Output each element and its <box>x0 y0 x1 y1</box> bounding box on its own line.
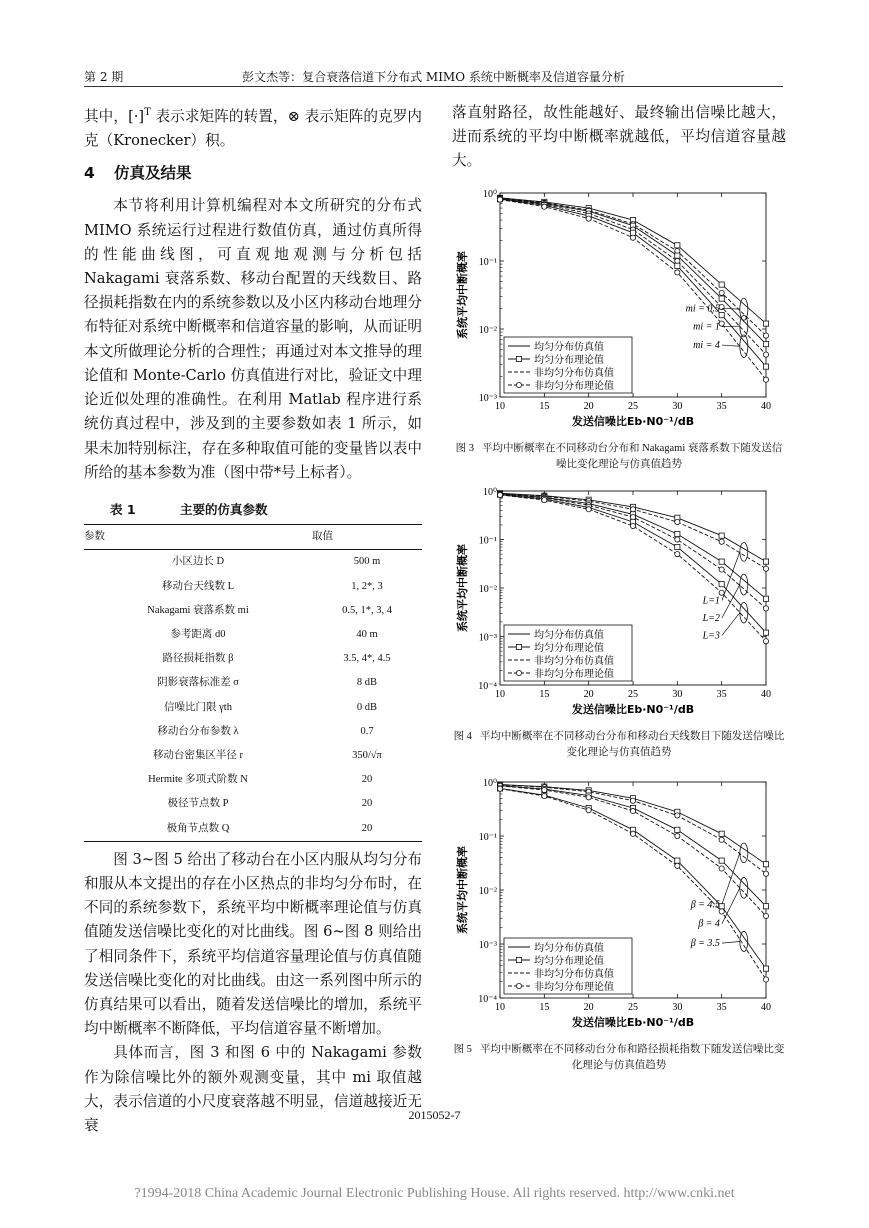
y-tick-label: 10⁻¹ <box>478 832 497 843</box>
data-point-circle <box>719 837 724 842</box>
x-tick-label: 15 <box>539 401 550 412</box>
table-row <box>84 720 422 744</box>
param-value-cell: 0.7 <box>360 725 374 737</box>
parameter-table <box>84 524 422 842</box>
y-tick-label: 10⁻³ <box>478 632 497 644</box>
x-tick-label: 10 <box>495 689 505 700</box>
x-tick-label: 20 <box>583 689 594 700</box>
x-tick-label: 35 <box>716 1002 727 1013</box>
param-value-cell: 8 dB <box>356 677 378 689</box>
param-name-cell: Hermite 多项式阶数 N <box>148 774 248 786</box>
data-point-circle <box>630 831 635 836</box>
y-tick-label: 10⁻⁴ <box>478 994 497 1005</box>
y-axis-label: 系统平均中断概率 <box>456 544 469 632</box>
table-row <box>84 599 422 623</box>
param-value-cell: 20 <box>361 774 373 786</box>
param-value-cell: 3.5, 4*, 4.5 <box>343 653 391 665</box>
series-group-ellipse <box>740 298 748 320</box>
data-point-circle <box>763 606 768 611</box>
data-point-circle <box>719 567 724 572</box>
y-tick-label: 10⁻¹ <box>478 535 497 547</box>
data-point-square <box>675 827 680 832</box>
data-point-circle <box>763 377 768 382</box>
data-point-circle <box>719 290 724 295</box>
param-name-cell: 移动台分布参数 λ <box>157 725 239 737</box>
annotation-label: mi = 4 <box>693 340 720 352</box>
data-point-circle <box>630 798 635 803</box>
data-point-circle <box>630 808 635 813</box>
figure-4-number: 图 4 <box>453 731 472 742</box>
section-number: 4 <box>84 164 95 183</box>
data-point-square <box>675 243 680 248</box>
annotation-label: β = 4 <box>698 918 720 930</box>
param-value-cell: 350/√π <box>352 749 382 761</box>
data-point-square <box>719 582 724 587</box>
data-point-square <box>763 364 768 369</box>
x-axis-label: 发送信噪比Eb·N0⁻¹/dB <box>571 1016 695 1029</box>
figure-3-caption <box>452 441 786 473</box>
data-point-square <box>719 282 724 287</box>
x-tick-label: 40 <box>761 689 771 700</box>
table-title: 主要的仿真参数 <box>180 501 268 517</box>
legend-marker-square <box>516 957 521 962</box>
table-row <box>84 550 422 575</box>
legend-marker-square <box>516 644 521 649</box>
data-point-circle <box>675 863 680 868</box>
legend-entry: 非均匀分布理论值 <box>534 982 614 993</box>
legend-entry: 非均匀分布理论值 <box>534 669 614 680</box>
data-point-square <box>719 533 724 538</box>
data-point-circle <box>719 590 724 595</box>
data-point-circle <box>630 514 635 519</box>
data-point-circle <box>675 551 680 556</box>
transpose-bracket: [·] <box>128 107 145 125</box>
annotation-label: mi = 1 <box>693 321 720 333</box>
table-header-param: 参数 <box>84 525 312 550</box>
y-tick-label: 10⁻² <box>478 584 497 595</box>
annotation-arrow <box>722 308 740 309</box>
table-row <box>84 696 422 720</box>
data-point-circle <box>719 866 724 871</box>
legend-entry: 均匀分布理论值 <box>534 643 604 654</box>
legend-entry: 非均匀分布理论值 <box>534 381 614 392</box>
data-point-circle <box>542 793 547 798</box>
param-value-cell: 0.5, 1*, 3, 4 <box>342 604 392 616</box>
param-value-cell: 40 m <box>356 628 378 640</box>
data-point-square <box>719 831 724 836</box>
data-point-circle <box>763 352 768 357</box>
legend-marker-circle <box>516 983 521 988</box>
y-tick-label: 10⁻⁴ <box>478 681 497 692</box>
intro-text-b: 表示求矩阵的转置，⊗ 表示矩阵的克罗内克（Kronecker）积。 <box>84 107 422 150</box>
legend-entry: 非均匀分布仿真值 <box>534 969 614 980</box>
x-tick-label: 10 <box>495 1002 505 1013</box>
data-point-square <box>763 966 768 971</box>
intro-paragraph <box>84 101 422 153</box>
param-name-cell: 阴影衰落标准差 σ <box>157 677 239 689</box>
transpose-sup: T <box>144 107 151 118</box>
y-tick-label: 10⁰ <box>482 778 497 789</box>
param-name-cell: 路径损耗指数 β <box>162 653 234 665</box>
figure-3-number: 图 3 <box>455 443 474 454</box>
legend-entry: 均匀分布理论值 <box>534 956 604 967</box>
table-row <box>84 623 422 647</box>
data-point-circle <box>630 523 635 528</box>
param-value-cell: 1, 2*, 3 <box>351 580 383 592</box>
annotation-arrow <box>722 941 740 943</box>
data-point-square <box>675 858 680 863</box>
data-point-square <box>763 862 768 867</box>
page-number: 2015052-7 <box>408 1108 461 1122</box>
legend-entry: 均匀分布仿真值 <box>534 342 604 353</box>
figure-5-number: 图 5 <box>453 1044 472 1055</box>
copyright-footer: ?1994-2018 China Academic Journal Electronic Publishing House. All rights reserved. http://www.cnki.net <box>134 1186 735 1201</box>
data-point-circle <box>675 519 680 524</box>
figure-5-chart <box>452 772 786 1034</box>
data-point-square <box>719 858 724 863</box>
annotation-arrow <box>722 613 740 636</box>
series-group-ellipse <box>740 543 748 562</box>
data-point-circle <box>763 639 768 644</box>
data-point-circle <box>675 537 680 542</box>
data-point-square <box>719 559 724 564</box>
figure-4 <box>452 481 786 761</box>
annotation-arrow <box>722 345 740 346</box>
y-tick-label: 10⁻² <box>478 325 497 336</box>
table-header-value: 取值 <box>312 525 422 550</box>
x-tick-label: 40 <box>761 1002 771 1013</box>
figure-3-caption-text: 平均中断概率在不同移动台分布和 Nakagami 衰落系数下随发送信噪比变化理论与仿真值趋势 <box>481 443 783 470</box>
table-row <box>84 768 422 792</box>
y-tick-label: 10⁻² <box>478 886 497 897</box>
data-point-square <box>763 630 768 635</box>
x-tick-label: 30 <box>672 401 683 412</box>
section-heading <box>84 161 422 185</box>
data-point-circle <box>586 808 591 813</box>
y-axis-label: 系统平均中断概率 <box>456 846 469 934</box>
param-value-cell: 500 m <box>353 556 381 568</box>
table-row <box>84 647 422 671</box>
series-group-ellipse <box>740 315 748 337</box>
legend-entry: 均匀分布仿真值 <box>534 630 604 641</box>
paragraph-continued: 落直射路径，故性能越好、最终输出信噪比越大，进而系统的平均中断概率就越低，平均信道容量越大。 <box>452 104 786 170</box>
data-point-circle <box>542 204 547 209</box>
figure-4-caption <box>452 729 786 761</box>
data-point-circle <box>763 913 768 918</box>
y-tick-label: 10⁻³ <box>478 940 497 951</box>
legend-entry: 非均匀分布仿真值 <box>534 368 614 379</box>
running-title: 彭文杰等：复合衰落信道下分布式 MIMO 系统中断概率及信道容量分析 <box>242 70 625 84</box>
series-group-ellipse <box>740 335 748 358</box>
x-tick-label: 35 <box>716 401 727 412</box>
annotation-label: β = 4.5 <box>690 899 720 911</box>
figure-4-chart <box>452 481 786 721</box>
y-tick-label: 10⁻¹ <box>478 257 497 268</box>
param-value-cell: 20 <box>361 798 373 810</box>
x-axis-label: 发送信噪比Eb·N0⁻¹/dB <box>571 415 695 428</box>
data-point-circle <box>675 833 680 838</box>
legend-entry: 非均匀分布仿真值 <box>534 656 614 667</box>
annotation-label: β = 3.5 <box>690 938 720 950</box>
x-tick-label: 20 <box>583 1002 594 1013</box>
data-point-circle <box>675 813 680 818</box>
series-line <box>500 198 766 324</box>
data-point-square <box>719 296 724 301</box>
issue-number: 第 2 期 <box>84 70 124 84</box>
figure-5 <box>452 772 786 1074</box>
legend-entry: 均匀分布仿真值 <box>534 943 604 954</box>
data-point-square <box>763 321 768 326</box>
table-row <box>84 671 422 695</box>
annotation-label: L=3 <box>702 630 720 642</box>
series-group-ellipse <box>740 574 748 595</box>
series-group-ellipse <box>740 602 748 623</box>
table-row <box>84 575 422 599</box>
param-name-cell: 极径节点数 P <box>167 798 229 810</box>
x-tick-label: 15 <box>539 1002 550 1013</box>
paragraph-nakagami: 具体而言，图 3 和图 6 中的 Nakagami 参数作为除信噪比外的额外观测变量，其中 mi 取值越大，表示信道的小尺度衰落越不明显，信道越接近无衰 <box>84 1044 422 1134</box>
param-name-cell: Nakagami 衰落系数 mi <box>147 604 249 616</box>
data-point-square <box>763 904 768 909</box>
data-point-square <box>675 544 680 549</box>
x-tick-label: 30 <box>672 1002 683 1013</box>
annotation-arrow <box>722 326 740 327</box>
param-name-cell: 移动台天线数 L <box>161 580 235 592</box>
data-point-circle <box>497 492 502 497</box>
table-caption <box>84 498 422 522</box>
y-tick-label: 10⁰ <box>482 487 497 498</box>
figure-5-caption <box>452 1042 786 1074</box>
figure-3 <box>452 183 786 473</box>
running-header <box>84 68 783 85</box>
data-point-square <box>630 230 635 235</box>
data-point-circle <box>630 235 635 240</box>
x-tick-label: 25 <box>628 689 638 700</box>
data-point-circle <box>630 507 635 512</box>
data-point-square <box>675 531 680 536</box>
data-point-circle <box>675 270 680 275</box>
param-value-cell: 20 <box>312 817 422 842</box>
table-row <box>84 817 422 842</box>
legend-entry: 均匀分布理论值 <box>534 355 604 366</box>
x-tick-label: 10 <box>495 401 505 412</box>
intro-text-a: 其中， <box>84 107 129 125</box>
data-point-square <box>763 559 768 564</box>
figure-4-caption-text: 平均中断概率在不同移动台分布和移动台天线数目下随发送信噪比变化理论与仿真值趋势 <box>479 731 785 758</box>
x-tick-label: 30 <box>672 689 683 700</box>
series-group-ellipse <box>740 843 748 863</box>
param-name-cell: 参考距离 d0 <box>170 628 226 640</box>
param-name-cell: 小区边长 D <box>171 556 225 568</box>
data-point-circle <box>763 977 768 982</box>
figure-3-chart <box>452 183 786 433</box>
series-group-ellipse <box>740 877 748 898</box>
data-point-circle <box>542 497 547 502</box>
data-point-circle <box>586 507 591 512</box>
data-point-square <box>675 253 680 258</box>
legend-marker-circle <box>516 670 521 675</box>
data-point-circle <box>586 216 591 221</box>
annotation-label: L=2 <box>702 612 720 624</box>
param-name-cell: 极角节点数 Q <box>84 817 312 842</box>
y-tick-label: 10⁻³ <box>478 393 497 404</box>
paragraph-figures-overview: 图 3~图 5 给出了移动台在小区内服从均匀分布和服从本文提出的存在小区热点的非均匀分布时，在不同的系统参数下，系统平均中断概率理论值与仿真值随发送信噪比变化的对比曲线。图 6~图 8 则给出了相同条件下，系统平均信道容量理论值与仿真值随发送信噪比变化的对比曲线。由这一系列图中所示的仿真结果可以看出，随着发送信噪比的增加，系统平均中断概率不断降低，平均信道容量不断增加。 <box>84 850 422 1038</box>
table-row <box>84 792 422 816</box>
legend-marker-square <box>516 356 521 361</box>
legend-marker-circle <box>516 382 521 387</box>
data-point-square <box>763 596 768 601</box>
data-point-circle <box>497 197 502 202</box>
data-point-circle <box>763 333 768 338</box>
data-point-square <box>763 341 768 346</box>
x-tick-label: 15 <box>539 689 550 700</box>
data-point-circle <box>586 795 591 800</box>
param-value-cell: 0 dB <box>356 701 378 713</box>
param-name-cell: 移动台密集区半径 r <box>152 749 244 761</box>
figure-5-caption-text: 平均中断概率在不同移动台分布和路径损耗指数下随发送信噪比变化理论与仿真值趋势 <box>479 1044 785 1071</box>
left-column <box>84 101 422 1138</box>
x-tick-label: 35 <box>716 689 727 700</box>
table-number: 表 1 <box>110 501 136 517</box>
data-point-circle <box>763 566 768 571</box>
header-rule <box>84 86 783 87</box>
data-point-circle <box>763 871 768 876</box>
table-row <box>84 744 422 768</box>
y-tick-label: 10⁰ <box>482 189 497 200</box>
data-point-square <box>675 263 680 268</box>
section-title: 仿真及结果 <box>114 164 192 183</box>
paragraph-simulation-intro: 本节将利用计算机编程对本文所研究的分布式 MIMO 系统运行过程进行数值仿真，通过仿真所得的性能曲线图，可直观地观测与分析包括 Nakagami 衰落系数、移动台配置的天线数目、路径损耗指数在内的系统参数以及小区内移动台地理分布特征对系统中断概率和信道容量的影响，从而证明本文所做理论分析的合理性；再通过对本文推导的理论值和 Monte-Carlo 仿真值进行对比，验证文中理论近似处理的准确性。在利用 Matlab 程序进行系统仿真过程中，涉及到的主要参数如表 1 所示，如果未加特别标注，存在多种取值可能的变量皆以表中所给的基本参数为准（图中带*号上标者）。 <box>84 197 422 481</box>
annotation-label: L=1 <box>702 595 720 607</box>
param-name-cell: 信噪比门限 γth <box>164 701 232 713</box>
data-point-circle <box>719 539 724 544</box>
right-column <box>452 101 786 174</box>
annotation-label: mi = 0.5 <box>685 303 720 315</box>
x-tick-label: 40 <box>761 401 771 412</box>
x-axis-label: 发送信噪比Eb·N0⁻¹/dB <box>571 703 695 716</box>
x-tick-label: 25 <box>628 1002 638 1013</box>
x-tick-label: 20 <box>583 401 594 412</box>
x-tick-label: 25 <box>628 401 638 412</box>
y-axis-label: 系统平均中断概率 <box>456 251 469 339</box>
data-point-circle <box>497 786 502 791</box>
data-point-circle <box>542 787 547 792</box>
